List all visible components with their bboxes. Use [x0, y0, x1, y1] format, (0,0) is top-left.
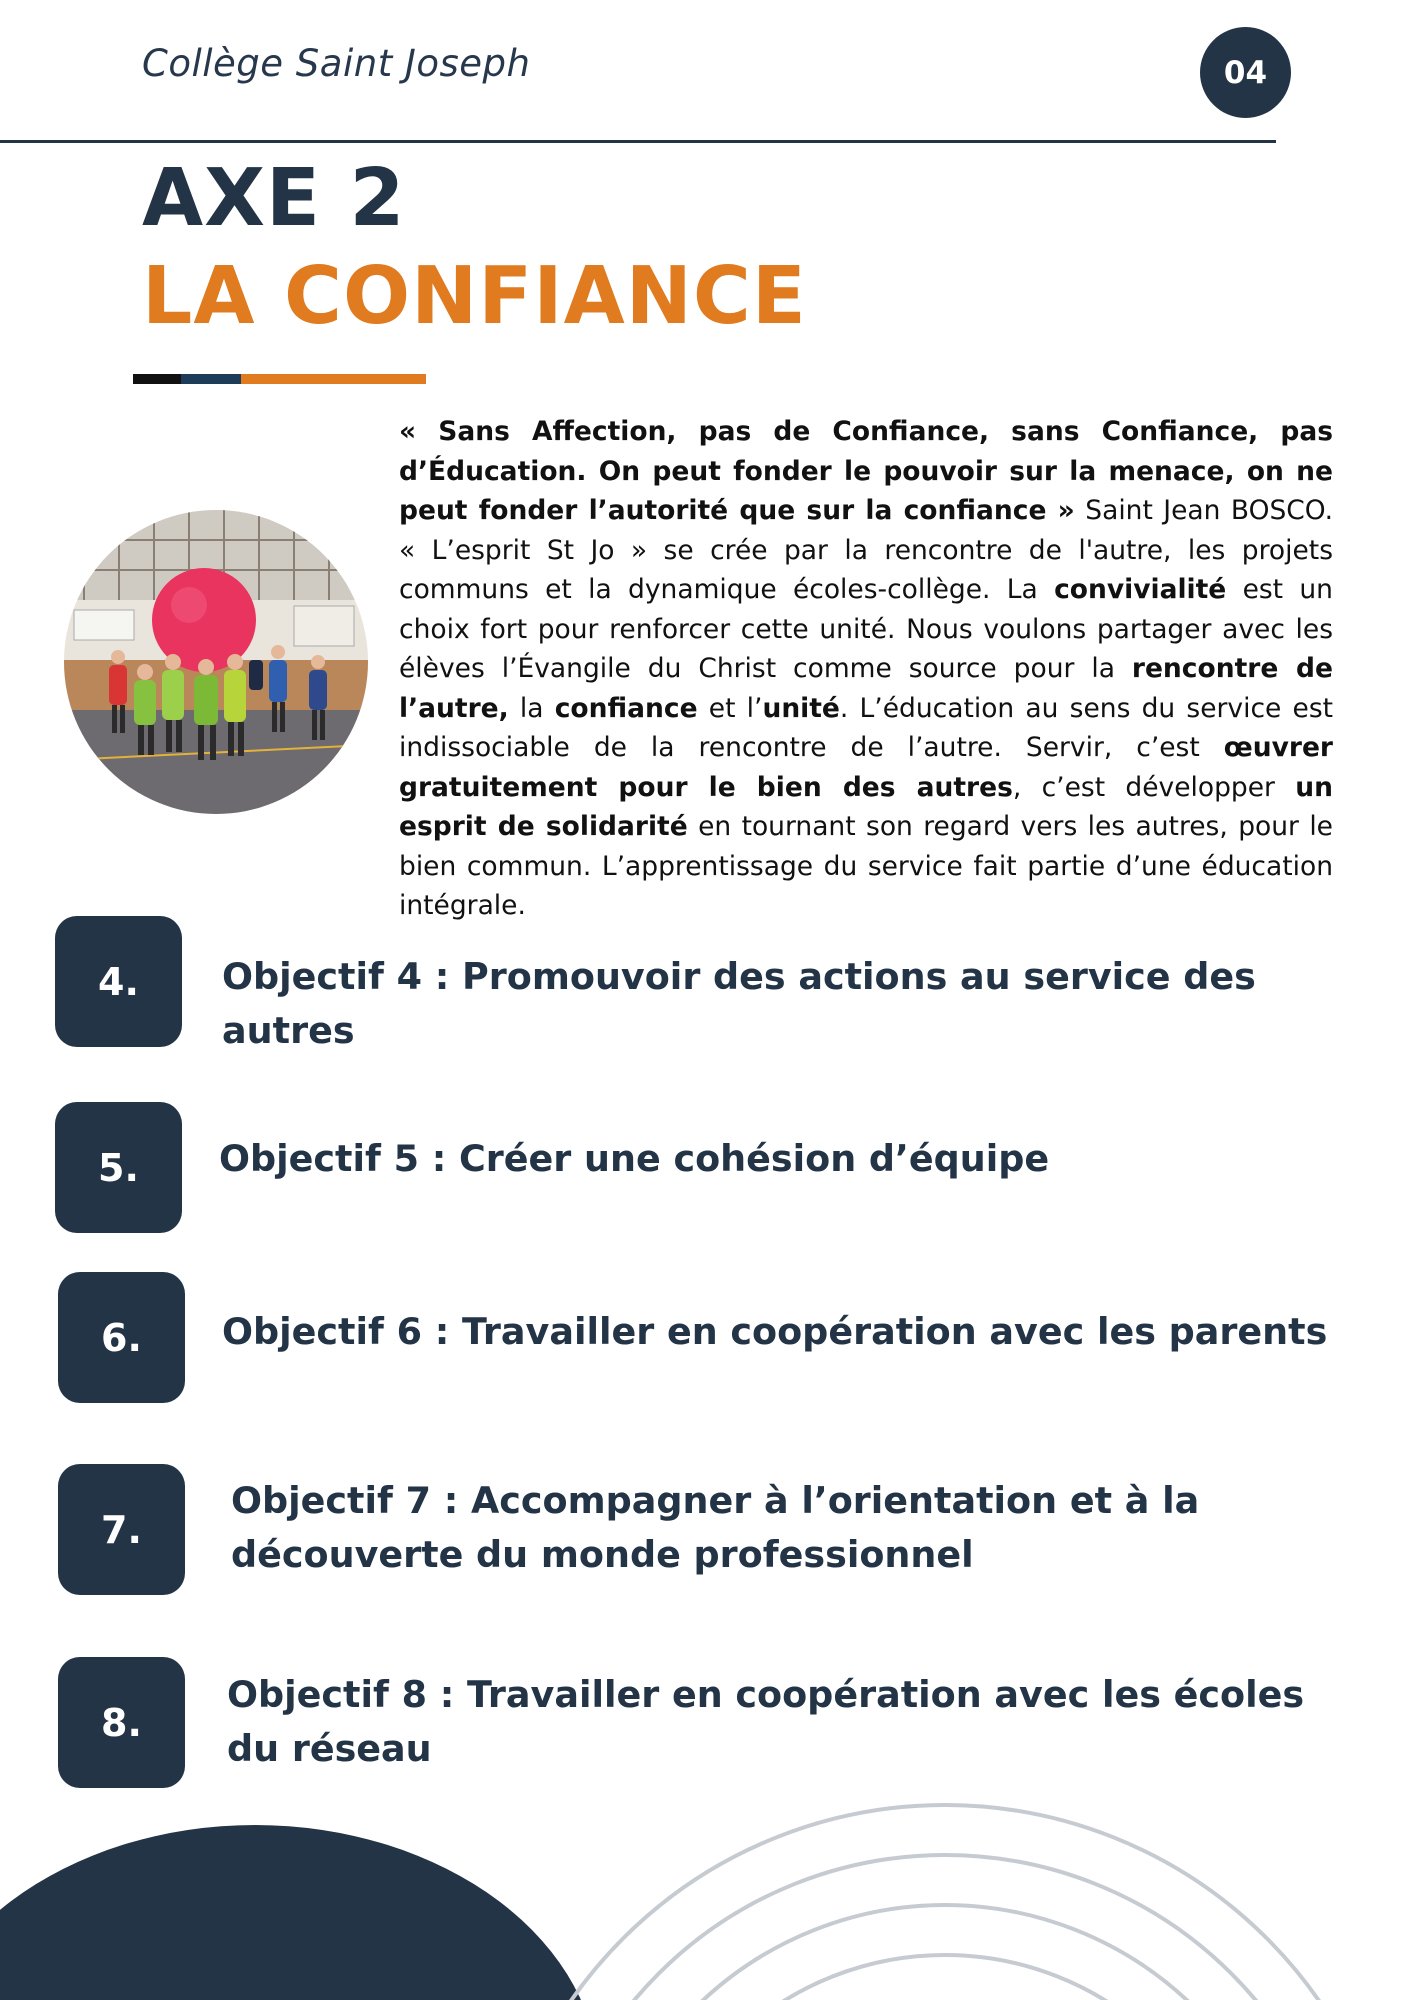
kin-ball-gym-photo-icon [64, 510, 368, 814]
objective-6-number: 6. [58, 1272, 185, 1403]
objective-8-number: 8. [58, 1657, 185, 1788]
objective-4-number: 4. [55, 916, 182, 1047]
intro-text: Saint Jean BOSCO. « L’esprit St Jo » se crée par la rencontre de l'autre, les projets communs et la dynamique écoles-collège. La [399, 495, 1334, 605]
intro-emphasis: un esprit de solidarité [399, 771, 1333, 842]
intro-text: est un choix fort pour renforcer cette unité. Nous voulons partager avec les élèves l’Évangile du Christ comme source pour la [399, 574, 1333, 684]
accent-bar-orange [241, 374, 426, 384]
intro-text: la [508, 692, 555, 724]
intro-text: . L’éducation au sens du service est indissociable de la rencontre de l’autre. Servir, c’est [399, 692, 1334, 763]
objective-5-number: 5. [55, 1102, 182, 1233]
objective-8-label: Objectif 8 : Travailler en coopération avec les écoles du réseau [227, 1673, 1305, 1770]
intro-emphasis: rencontre de l’autre, [399, 653, 1333, 724]
intro-emphasis: convivialité [1054, 574, 1227, 605]
objective-6-label: Objectif 6 : Travailler en coopération avec les parents [222, 1310, 1328, 1353]
intro-emphasis: unité [762, 692, 840, 724]
objective-4-label: Objectif 4 : Promouvoir des actions au service des autres [222, 955, 1256, 1052]
objective-7-number: 7. [58, 1464, 185, 1595]
axe-subtitle: LA CONFIANCE [142, 250, 807, 342]
title-accent-bar [133, 374, 426, 384]
decorative-arcs [0, 1780, 1414, 2000]
intro-text: , c’est développer [1012, 771, 1296, 803]
objective-7-label: Objectif 7 : Accompagner à l’orientation et à la découverte du monde professionnel [231, 1479, 1200, 1576]
gym-photo [64, 510, 368, 814]
accent-bar-blue [181, 374, 241, 384]
intro-emphasis: confiance [554, 692, 698, 724]
intro-emphasis: œuvrer gratuitement pour le bien des autres [399, 732, 1333, 803]
header-divider [0, 140, 1276, 143]
intro-paragraph [399, 412, 1333, 926]
page-number-badge: 04 [1200, 27, 1291, 118]
quote-text: « Sans Affection, pas de Confiance, sans Confiance, pas d’Éducation. On peut fonder le pouvoir sur la menace, on ne peut fonder l’autorité que sur la confiance » [399, 416, 1333, 526]
accent-bar-black [133, 374, 181, 384]
intro-text: et l’ [697, 692, 763, 724]
school-name: Collège Saint Joseph [142, 42, 531, 85]
axe-title: AXE 2 [142, 152, 406, 244]
intro-text: en tournant son regard vers les autres, pour le bien commun. L’apprentissage du service fait partie d’une éducation intégrale. [399, 811, 1333, 921]
objective-5-label: Objectif 5 : Créer une cohésion d’équipe [219, 1137, 1050, 1180]
